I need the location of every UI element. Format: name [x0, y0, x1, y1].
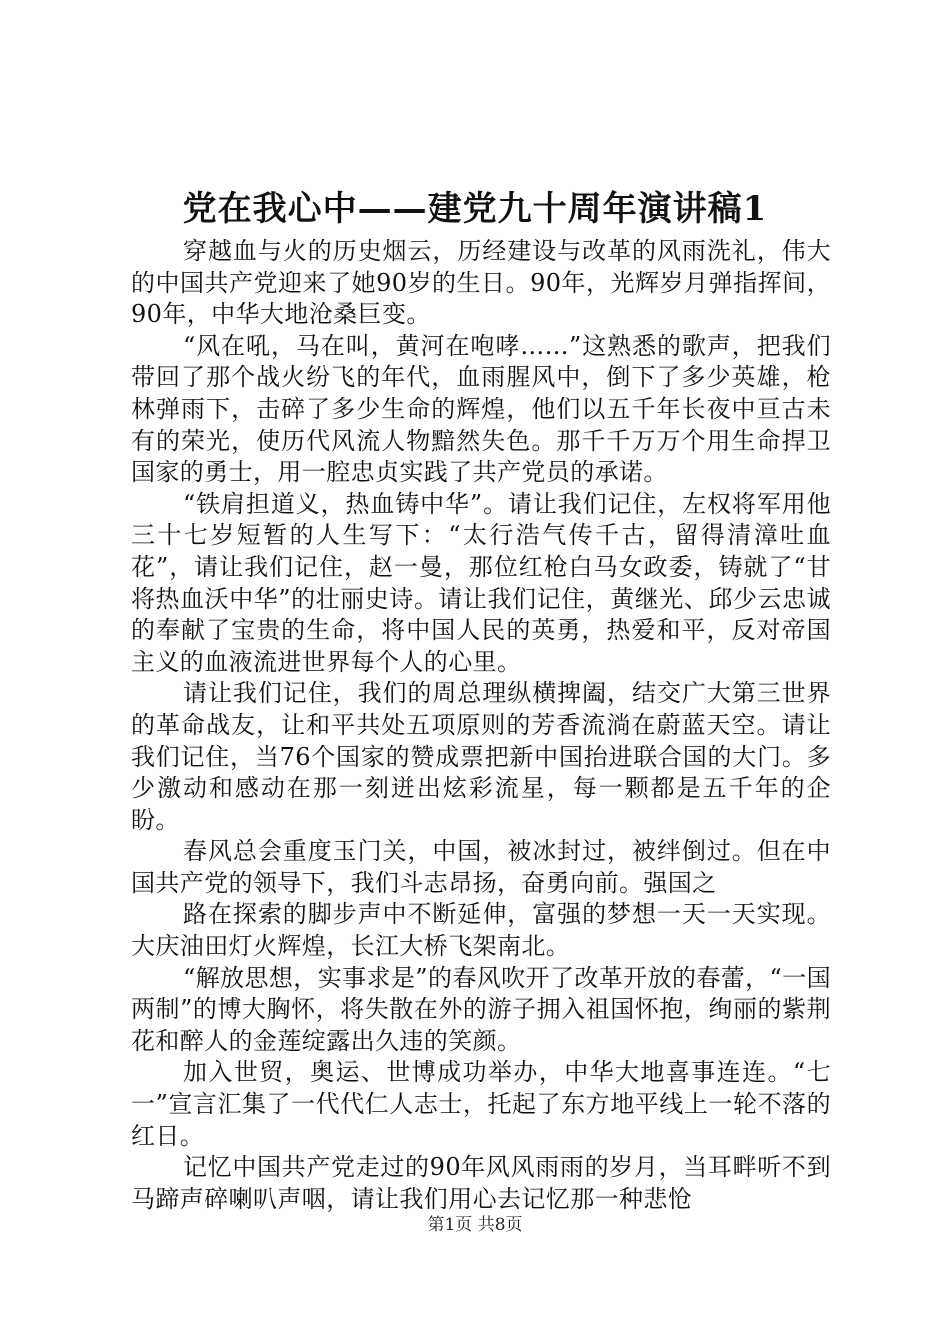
paragraph: 穿越血与火的历史烟云，历经建设与改革的风雨洗礼，伟大的中国共产党迎来了她90岁的生日。90年，光辉岁月弹指挥间，90年，中华大地沧桑巨变。	[131, 237, 831, 329]
paragraph: “风在吼，马在叫，黄河在咆哮……”这熟悉的歌声，把我们带回了那个战火纷飞的年代，血雨腥风中，倒下了多少英雄，枪林弹雨下，击碎了多少生命的辉煌，他们以五千年长夜中亘古未有的荣光，使历代风流人物黯然失色。那千千万万个用生命捍卫国家的勇士，用一腔忠贞实践了共产党员的承诺。	[131, 331, 831, 487]
document-body	[131, 236, 831, 1215]
page-number-footer: 第1页 共8页	[427, 1215, 523, 1235]
paragraph: 请让我们记住，我们的周总理纵横捭阖，结交广大第三世界的革命战友，让和平共处五项原则的芳香流淌在蔚蓝天空。请让我们记住，当76个国家的赞成票把新中国抬进联合国的大门。多少激动和感动在那一刻迸出炫彩流星，每一颗都是五千年的企盼。	[131, 679, 831, 834]
paragraph: 加入世贸，奥运、世博成功举办，中华大地喜事连连。“七一”宣言汇集了一代代仁人志士，托起了东方地平线上一轮不落的红日。	[131, 1058, 831, 1150]
paragraph: 路在探索的脚步声中不断延伸，富强的梦想一天一天实现。大庆油田灯火辉煌，长江大桥飞架南北。	[131, 900, 831, 961]
paragraph: 记忆中国共产党走过的90年风风雨雨的岁月，当耳畔听不到马蹄声碎喇叭声咽，请让我们用心去记忆那一种悲怆	[131, 1153, 831, 1213]
document-title: 党在我心中——建党九十周年演讲稿1	[182, 189, 768, 229]
paragraph: “铁肩担道义，热血铸中华”。请让我们记住，左权将军用他三十七岁短暂的人生写下：“太行浩气传千古，留得清漳吐血花”，请让我们记住，赵一曼，那位红枪白马女政委，铸就了“甘将热血沃中华”的壮丽史诗。请让我们记住，黄继光、邱少云忠诚的奉献了宝贵的生命，将中国人民的英勇，热爱和平，反对帝国主义的血液流进世界每个人的心里。	[131, 489, 831, 676]
paragraph: “解放思想，实事求是”的春风吹开了改革开放的春蕾，“一国两制”的博大胸怀，将失散在外的游子拥入祖国怀抱，绚丽的紫荆花和醉人的金莲绽露出久违的笑颜。	[131, 963, 832, 1055]
paragraph: 春风总会重度玉门关，中国，被冰封过，被绊倒过。但在中国共产党的领导下，我们斗志昂扬，奋勇向前。强国之	[131, 837, 831, 897]
